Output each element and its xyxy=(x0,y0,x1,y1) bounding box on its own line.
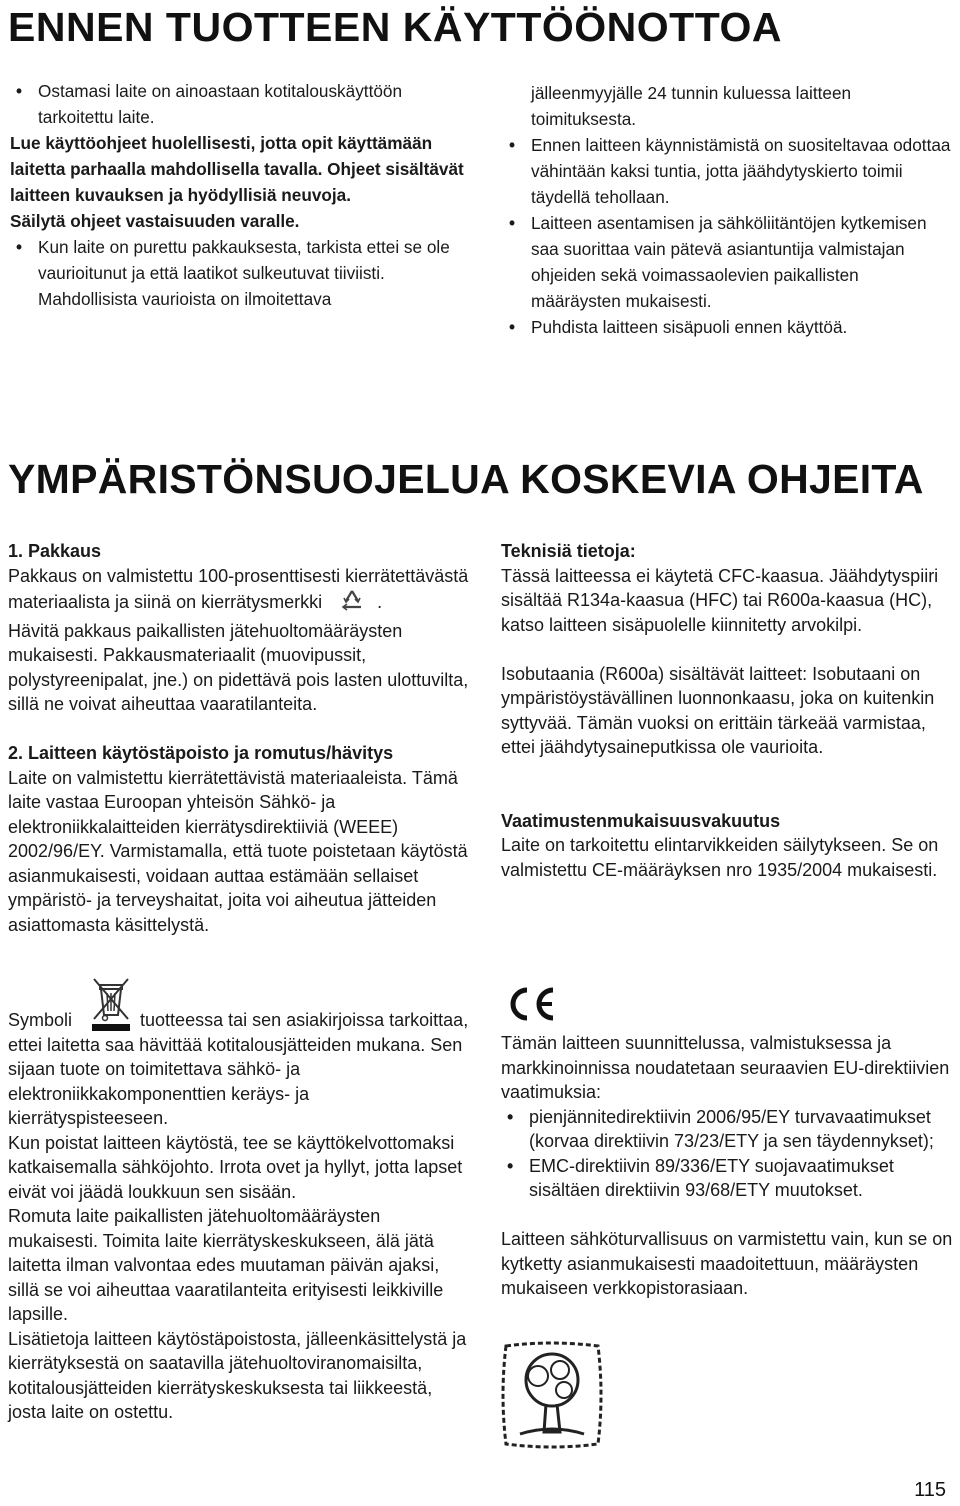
ce-section xyxy=(501,1031,956,1301)
subheading: Teknisiä tietoja: xyxy=(501,541,636,561)
paragraph: Laitteen sähköturvallisuus on varmistettu vain, kun se on kytketty asianmukaisesti maadoitettuun, määräysten mukaiseen verkkopistorasiaan. xyxy=(501,1229,953,1298)
list-item-continued: jälleenmyyjälle 24 tunnin kuluessa laitteen toimituksesta. xyxy=(531,83,852,129)
list-item: • Ennen laitteen käynnistämistä on suositeltavaa odottaa vähintään kaksi tuntia, jotta jäähdytyskierto toimii täydellä tehollaan. xyxy=(509,135,951,207)
list-item: • Ostamasi laite on ainoastaan kotitalouskäyttöön tarkoitettu laite. xyxy=(16,81,403,127)
section1-right xyxy=(503,80,953,340)
list-item: • EMC-direktiivin 89/336/ETY suojavaatimukset sisältäen direktiivin 93/68/ETY muutokset. xyxy=(507,1155,894,1200)
list-item: • Puhdista laitteen sisäpuoli ennen käyttöä. xyxy=(509,317,848,337)
bold-instruction: Lue käyttöohjeet huolellisesti, jotta opit käyttämään laitetta parhaalla mahdollisella tavalla. Ohjeet sisältävät laitteen kuvauksen ja hyödyllisiä neuvoja. xyxy=(10,133,464,205)
paragraph: Hävitä pakkaus paikallisten jätehuoltomääräysten mukaisesti. Pakkausmateriaalit (muovipussit, polystyreenipalat, jne.) on pidettävä pois lasten ulottuvilta, sillä ne voivat aiheuttaa vaaratilanteita. xyxy=(8,620,469,714)
subheading: 2. Laitteen käytöstäpoisto ja romutus/hävitys xyxy=(8,743,394,763)
bold-instruction: Säilytä ohjeet vastaisuuden varalle. xyxy=(10,211,300,231)
list-item: • pienjännitedirektiivin 2006/95/EY turvavaatimukset (korvaa direktiivin 73/23/ETY ja sen täydennykset); xyxy=(507,1106,934,1151)
section2-right xyxy=(501,539,956,882)
ce-mark-icon xyxy=(503,984,559,1029)
subheading: Vaatimustenmukaisuusvakuutus xyxy=(501,810,781,831)
section-title: YMPÄRISTÖNSUOJELUA KOSKEVIA OHJEITA xyxy=(8,456,924,502)
paragraph: Isobutaania (R600a) sisältävät laitteet: Isobutaani on ympäristöystävällinen luonnonkaasu, joka on kuitenkin syttyvää. Tämän vuoksi on erittäin tärkeää varmistaa, ettei jäähdytysaineputkissa ole vaurioita. xyxy=(501,663,935,757)
ecolabel-tree-icon xyxy=(500,1340,604,1455)
paragraph: Tämän laitteen suunnittelussa, valmistuksessa ja markkinoinnissa noudatetaan seuraavien EU-direktiivien vaatimuksia: xyxy=(501,1033,950,1102)
paragraph: Pakkaus on valmistettu 100-prosenttisesti kierrätettävästä xyxy=(8,565,469,586)
section2-left xyxy=(8,539,470,937)
page-number: 115 xyxy=(914,1479,946,1501)
weee-text xyxy=(8,1008,470,1425)
paragraph: Laite on valmistettu kierrätettävistä materiaaleista. Tämä laite vastaa Euroopan yhteisön Sähkö- ja elektroniikkalaitteiden kierrätysdirektiiviä (WEEE) 2002/96/EY. Varmistamalla, että tuote poistetaan käytöstä asianmukaisesti, voidaan auttaa estämään sellaiset ympäristö- ja terveyshaitat, joita voi aiheutua jätteiden asiattomasta käsittelystä. xyxy=(8,767,468,935)
paragraph: materiaalista ja siinä on kierrätysmerkki . xyxy=(8,588,470,619)
list-item: • Kun laite on purettu pakkauksesta, tarkista ettei se ole vaurioitunut ja että laatikot sulkeutuvat tiiviisti. Mahdollisista vaurioista on ilmoitettava xyxy=(16,237,450,309)
section1-left xyxy=(10,78,470,312)
list-item: • Laitteen asentamisen ja sähköliitäntöjen kytkemisen saa suorittaa vain pätevä asiantuntija valmistajan ohjeiden sekä voimassaolevien paikallisten määräysten mukaisesti. xyxy=(509,213,927,311)
paragraph: Lisätietoja laitteen käytöstäpoistosta, jälleenkäsittelystä ja kierrätyksestä on saatavilla jätehuoltoviranomaisilta, kotitalousjätteiden kierrätyskeskuksesta tai liikkeestä, josta laite on ostettu. xyxy=(8,1328,467,1422)
paragraph: Romuta laite paikallisten jätehuoltomääräysten mukaisesti. Toimita laite kierrätyskeskukseen, älä jätä laitetta ilman valvontaa edes muutaman päivän ajaksi, sillä se voi aiheuttaa vaaratilanteita erityisesti leikkiville lapsille. xyxy=(8,1206,444,1324)
paragraph: Laite on tarkoitettu elintarvikkeiden säilytykseen. Se on valmistettu CE-määräyksen nro 1935/2004 mukaisesti. xyxy=(501,835,939,880)
paragraph: Symboli tuotteessa tai sen asiakirjoissa tarkoittaa, ettei laitetta saa hävittää kotitalousjätteiden mukana. Sen sijaan tuote on toimitettava sähkö- ja elektroniikkakomponenttien keräys- ja kierrätyspisteeseen. xyxy=(8,1010,469,1128)
page-title: ENNEN TUOTTEEN KÄYTTÖÖNOTTOA xyxy=(8,4,783,50)
recycle-icon xyxy=(337,588,367,619)
subheading: 1. Pakkaus xyxy=(8,541,102,561)
paragraph: Kun poistat laitteen käytöstä, tee se käyttökelvottomaksi katkaisemalla sähköjohto. Irrota ovet ja hyllyt, jotta lapset eivät voi jäädä loukkuun sen sisään. xyxy=(8,1132,463,1202)
paragraph: Tässä laitteessa ei käytetä CFC-kaasua. Jäähdytyspiiri sisältää R134a-kaasua (HFC) tai R600a-kaasua (HC), katso laitteen sisäpuolelle kiinnitetty arvokilpi. xyxy=(501,565,939,635)
